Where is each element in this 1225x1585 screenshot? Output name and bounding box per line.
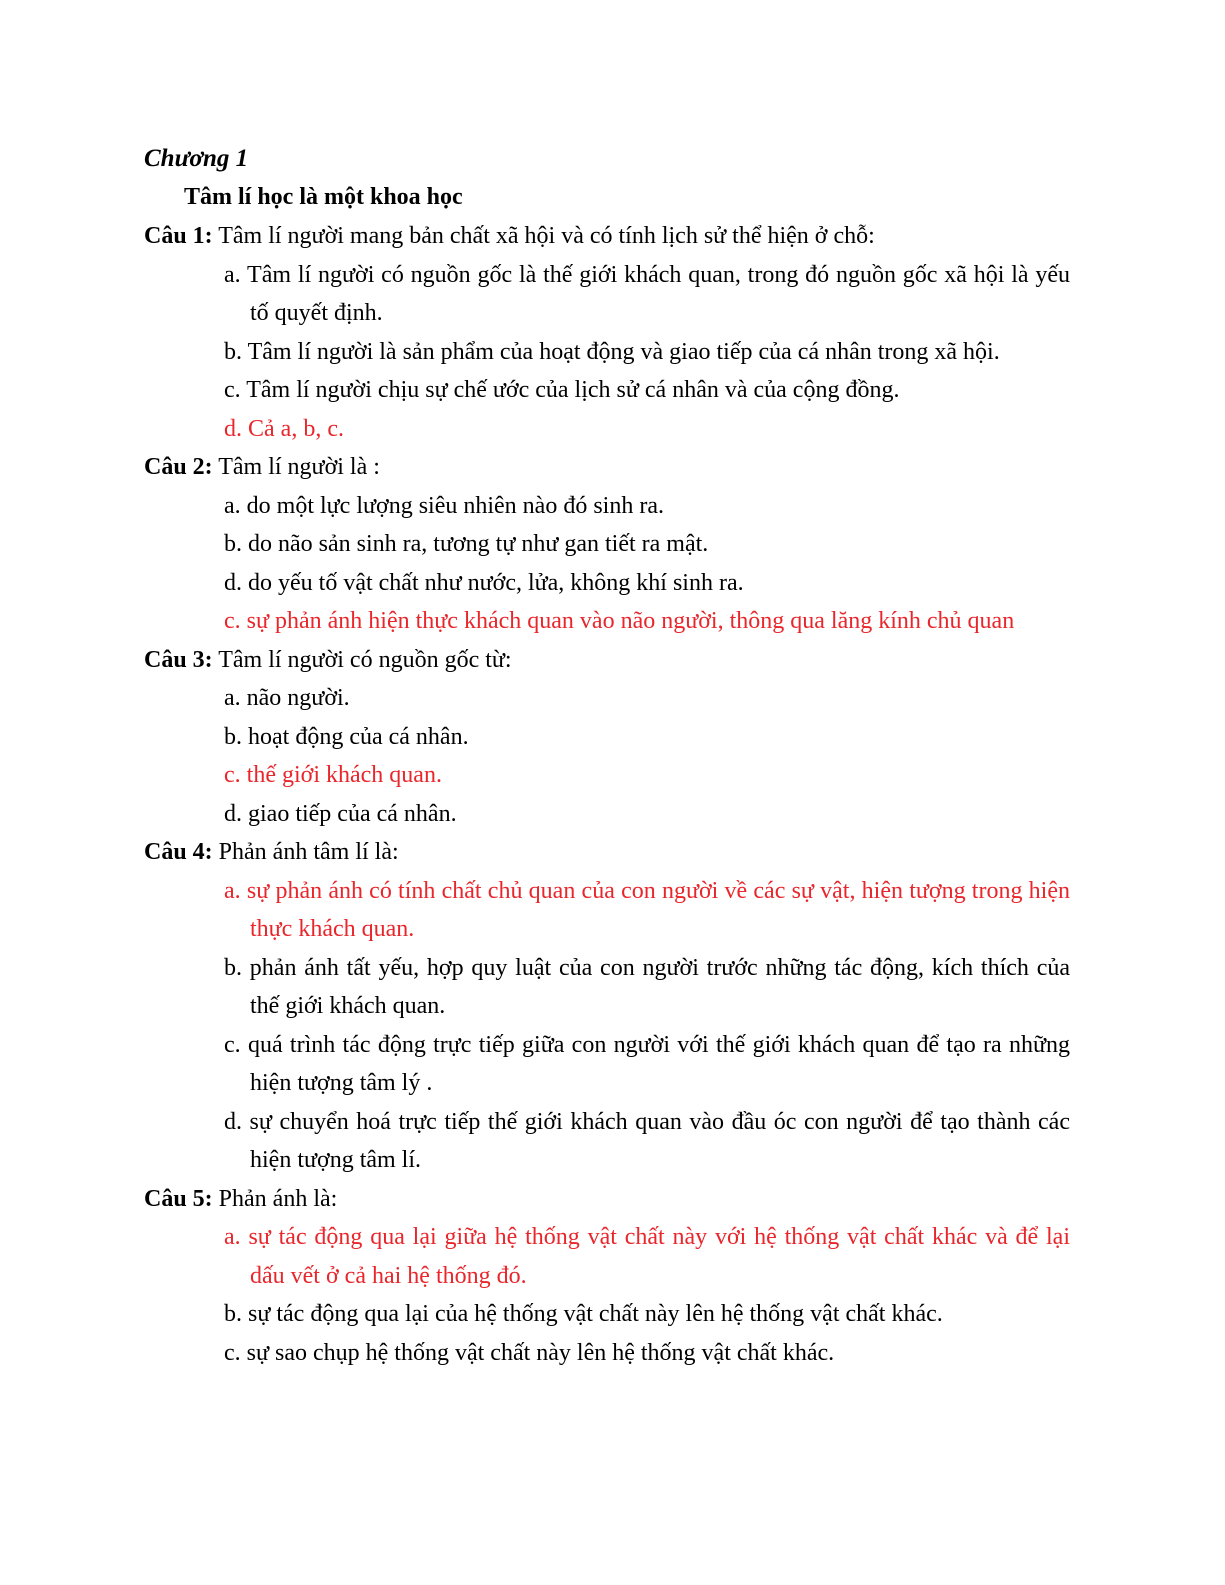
answer-option bbox=[224, 333, 1070, 372]
answer-option bbox=[224, 795, 1070, 834]
answer-text: do não sản sinh ra, tương tự như gan tiết ra mật. bbox=[248, 531, 709, 557]
answer-text: sự chuyển hoá trực tiếp thế giới khách quan vào đầu óc con người để tạo thành các hiện tượng tâm lí. bbox=[249, 1108, 1070, 1173]
answer-option bbox=[224, 525, 1070, 564]
answer-letter: c. bbox=[224, 377, 241, 403]
answer-text: Tâm lí người chịu sự chế ước của lịch sử cá nhân và của cộng đồng. bbox=[246, 377, 900, 403]
answer-letter: a. bbox=[224, 877, 241, 904]
answer-option-correct bbox=[224, 1218, 1070, 1295]
question-text: Phản ánh là: bbox=[212, 1185, 338, 1212]
answer-letter: a. bbox=[224, 685, 241, 711]
answer-letter: b. bbox=[224, 723, 242, 750]
question-block bbox=[144, 1180, 1070, 1373]
chapter-heading: Chương 1 bbox=[144, 145, 249, 172]
answer-option bbox=[224, 1334, 1070, 1373]
question-text: Tâm lí người mang bản chất xã hội và có tính lịch sử thể hiện ở chỗ: bbox=[212, 223, 875, 249]
answer-text: thế giới khách quan. bbox=[246, 762, 442, 788]
answer-option-correct bbox=[224, 756, 1070, 795]
answer-letter: a. bbox=[224, 261, 241, 288]
question-text: Tâm lí người là : bbox=[212, 454, 380, 480]
answer-letter: b. bbox=[224, 531, 242, 557]
question-label: Câu 4: bbox=[144, 839, 213, 865]
answer-text: sự tác động qua lại giữa hệ thống vật chất này với hệ thống vật chất khác và để lại dấu vết ở cả hai hệ thống đó. bbox=[248, 1224, 1071, 1289]
question-label: Câu 1: bbox=[144, 223, 213, 249]
answer-text: sự tác động qua lại của hệ thống vật chất này lên hệ thống vật chất khác. bbox=[248, 1301, 943, 1327]
question-prompt bbox=[144, 217, 1070, 256]
question-prompt bbox=[144, 833, 1070, 872]
question-label: Câu 3: bbox=[144, 646, 213, 673]
question-block bbox=[144, 833, 1070, 1180]
answer-text: Tâm lí người là sản phẩm của hoạt động và giao tiếp của cá nhân trong xã hội. bbox=[247, 338, 1000, 365]
answer-option-correct bbox=[224, 410, 1070, 449]
question-prompt bbox=[144, 1180, 1070, 1219]
answer-option bbox=[224, 949, 1070, 1026]
answer-letter: d. bbox=[224, 800, 242, 827]
answer-option bbox=[224, 371, 1070, 410]
answer-text: sự phản ánh có tính chất chủ quan của con người về các sự vật, hiện tượng trong hiện thực khách quan. bbox=[246, 877, 1070, 942]
answer-letter: a. bbox=[224, 492, 241, 519]
section-title: Tâm lí học là một khoa học bbox=[184, 184, 463, 210]
question-prompt bbox=[144, 448, 1070, 487]
answer-text: hoạt động của cá nhân. bbox=[248, 723, 469, 750]
question-text: Phản ánh tâm lí là: bbox=[212, 839, 399, 865]
answer-letter: c. bbox=[224, 1339, 241, 1366]
answer-text: giao tiếp của cá nhân. bbox=[248, 800, 457, 827]
answer-text: do một lực lượng siêu nhiên nào đó sinh ra. bbox=[246, 492, 664, 519]
answer-option bbox=[224, 1026, 1070, 1103]
answer-letter: c. bbox=[224, 762, 241, 788]
question-text: Tâm lí người có nguồn gốc từ: bbox=[212, 646, 512, 673]
answer-option bbox=[224, 679, 1070, 718]
answer-text: do yếu tố vật chất như nước, lửa, không khí sinh ra. bbox=[248, 569, 744, 596]
answer-letter: d. bbox=[224, 1108, 242, 1135]
question-label: Câu 2: bbox=[144, 454, 213, 480]
answer-letter: c. bbox=[224, 608, 241, 634]
answer-option bbox=[224, 1103, 1070, 1180]
answer-letter: d. bbox=[224, 569, 242, 596]
question-label: Câu 5: bbox=[144, 1185, 213, 1212]
answer-letter: c. bbox=[224, 1031, 241, 1058]
answer-option bbox=[224, 718, 1070, 757]
question-prompt bbox=[144, 641, 1070, 680]
answer-option bbox=[224, 564, 1070, 603]
answer-option-correct bbox=[224, 602, 1070, 641]
question-block bbox=[144, 448, 1070, 641]
question-block bbox=[144, 641, 1070, 834]
question-block bbox=[144, 217, 1070, 448]
answer-text: sự sao chụp hệ thống vật chất này lên hệ thống vật chất khác. bbox=[246, 1339, 835, 1366]
answer-letter: b. bbox=[224, 338, 242, 365]
answer-letter: b. bbox=[224, 1301, 242, 1327]
document-page bbox=[144, 140, 1070, 1372]
answer-text: sự phản ánh hiện thực khách quan vào não người, thông qua lăng kính chủ quan bbox=[246, 608, 1015, 634]
answer-letter: b. bbox=[224, 954, 242, 981]
answer-text: quá trình tác động trực tiếp giữa con người với thế giới khách quan để tạo ra những hiện tượng tâm lý . bbox=[247, 1031, 1071, 1096]
answer-text: Tâm lí người có nguồn gốc là thế giới khách quan, trong đó nguồn gốc xã hội là yếu tố quyết định. bbox=[247, 261, 1070, 326]
answer-option bbox=[224, 487, 1070, 526]
answer-text: Cả a, b, c. bbox=[248, 415, 344, 442]
answer-option bbox=[224, 256, 1070, 333]
answer-letter: a. bbox=[224, 1224, 241, 1250]
answer-text: não người. bbox=[246, 685, 350, 711]
answer-letter: d. bbox=[224, 415, 242, 442]
answer-option bbox=[224, 1295, 1070, 1334]
answer-option-correct bbox=[224, 872, 1070, 949]
answer-text: phản ánh tất yếu, hợp quy luật của con người trước những tác động, kích thích của thế giới khách quan. bbox=[249, 954, 1070, 1019]
